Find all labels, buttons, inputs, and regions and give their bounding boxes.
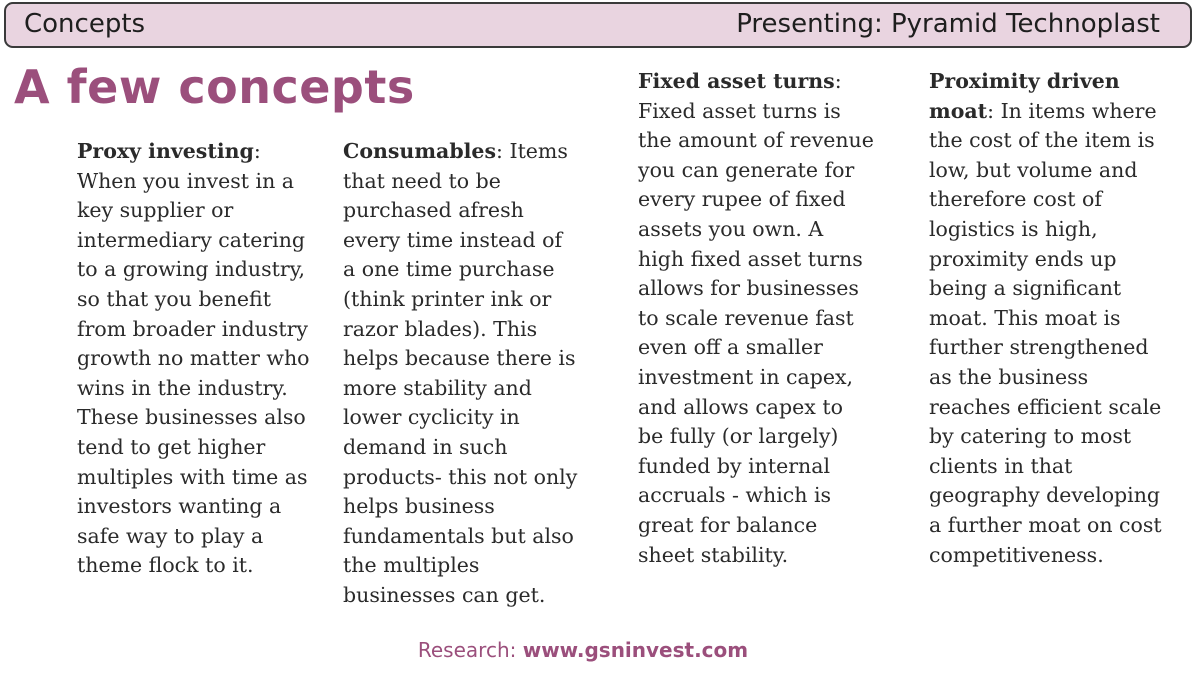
footer xyxy=(0,638,1166,662)
concept-fixed-asset-turns xyxy=(638,67,874,570)
concept-term: Consumables xyxy=(343,139,497,163)
concept-text: Fixed asset turns is the amount of revenue you can generate for every rupee of fixed assets you own. A high fixed asset turns allows for businesses to scale revenue fast even off a smaller investment in capex, and allows capex to be fully (or largely) funded by internal accruals - which is great for balance sheet stability. xyxy=(638,98,874,567)
section-label: Concepts xyxy=(24,9,146,39)
concept-separator: : xyxy=(496,139,503,163)
concept-proxy-investing xyxy=(77,137,313,581)
concept-separator: : xyxy=(987,98,995,123)
concept-term: Proximity driven moat xyxy=(929,69,1120,123)
concept-consumables xyxy=(343,137,579,611)
presenting-label: Presenting: Pyramid Technoplast xyxy=(736,9,1160,39)
concept-proximity-driven-moat xyxy=(929,67,1175,570)
concept-text: In items where the cost of the item is low, but volume and therefore cost of logistics is high, proximity ends up being a significant moat. This moat is further strengthened as the business reaches efficient scale by catering to most clients in that geography developing a further moat on cost competitiveness. xyxy=(929,98,1162,567)
header-bar xyxy=(4,2,1192,48)
concept-term: Fixed asset turns xyxy=(638,69,835,93)
concept-separator: : xyxy=(253,139,261,163)
concept-text: When you invest in a key supplier or intermediary catering to a growing industry, so that you benefit from broader industry growth no matter who wins in the industry. These businesses also tend to get higher multiples with time as investors wanting a safe way to play a theme flock to it. xyxy=(77,168,310,578)
concept-term: Proxy investing xyxy=(77,139,254,163)
footer-prefix: Research: xyxy=(417,638,523,662)
concept-separator: : xyxy=(834,69,842,93)
footer-url-link[interactable]: www.gsninvest.com xyxy=(522,638,749,662)
concept-text: Items that need to be purchased afresh every time instead of a one time purchase (think printer ink or razor blades). This helps because there is more stability and lower cyclicity in demand in such products- this not only helps business fundamentals but also the multiples businesses can get. xyxy=(343,139,578,607)
page-title: A few concepts xyxy=(14,60,415,114)
